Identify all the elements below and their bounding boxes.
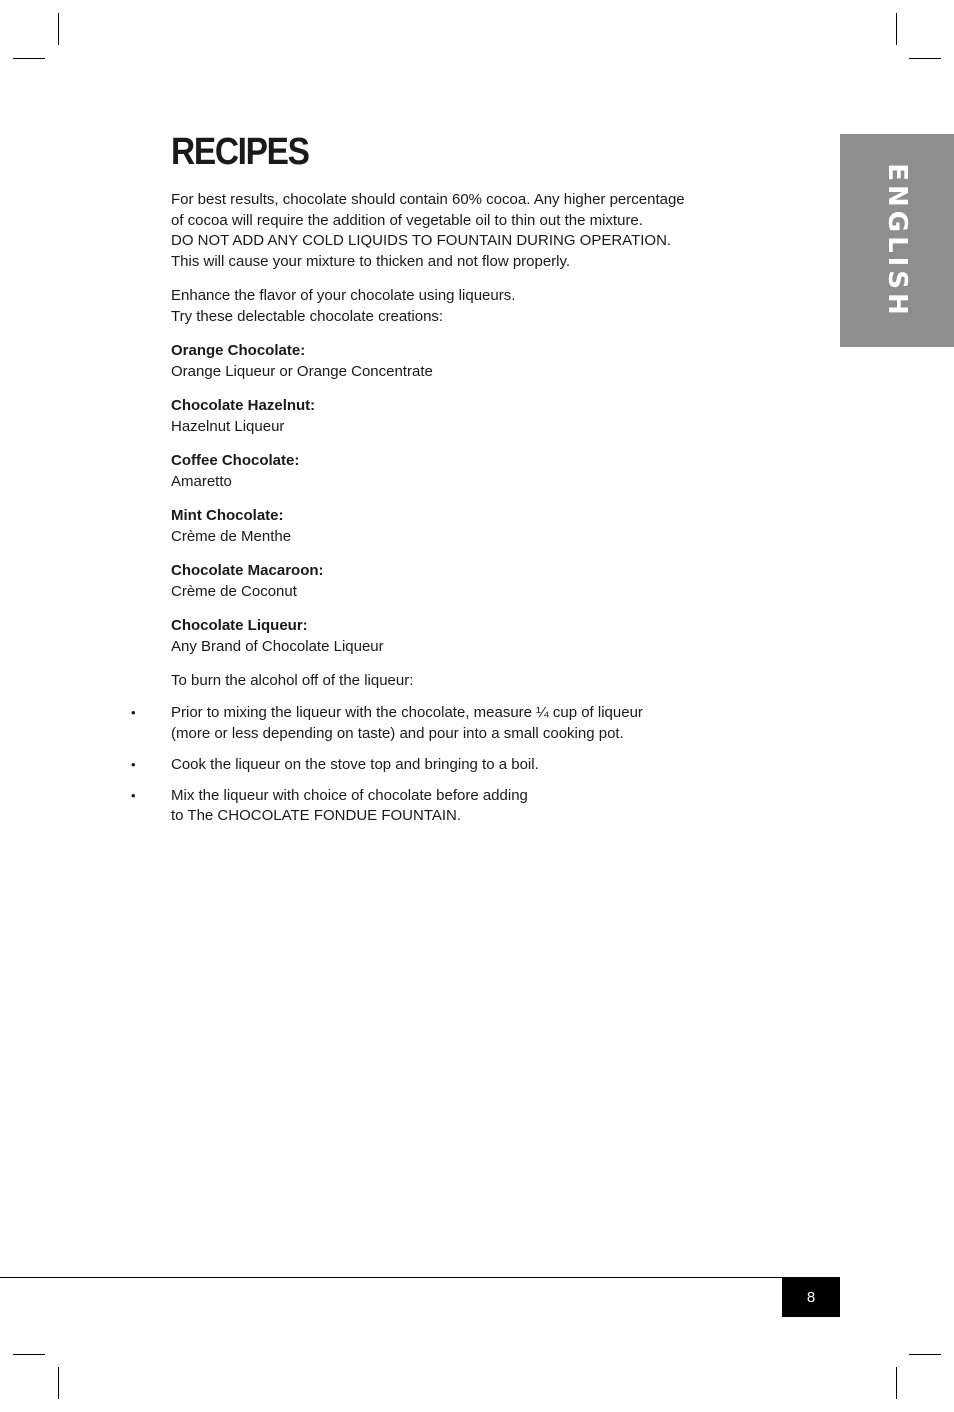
step-line: (more or less depending on taste) and pour into a small cooking pot.: [171, 724, 624, 742]
intro-line: DO NOT ADD ANY COLD LIQUIDS TO FOUNTAIN DURING OPERATION.: [171, 232, 672, 249]
recipe-liqueur: Any Brand of Chocolate Liqueur: [171, 637, 384, 655]
step-line: Prior to mixing the liqueur with the chocolate, measure ¼ cup of liqueur: [171, 704, 643, 721]
intro-line: This will cause your mixture to thicken and not flow properly.: [171, 252, 571, 270]
recipe-liqueur: Crème de Coconut: [171, 582, 297, 600]
enhance-line: Enhance the flavor of your chocolate using liqueurs.: [171, 287, 516, 304]
crop-mark: [909, 58, 941, 59]
intro-line: of cocoa will require the addition of vegetable oil to thin out the mixture.: [171, 211, 643, 229]
recipe-liqueur: Hazelnut Liqueur: [171, 417, 285, 435]
recipe-item: [171, 616, 731, 657]
step-item: [0, 786, 760, 827]
recipe-item: [171, 341, 731, 382]
intro-line: For best results, chocolate should contain 60% cocoa. Any higher percentage: [171, 191, 685, 208]
recipe-liqueur: Orange Liqueur or Orange Concentrate: [171, 362, 433, 380]
language-tab-label: ENGLISH: [882, 162, 912, 319]
step-line: to The CHOCOLATE FONDUE FOUNTAIN.: [171, 807, 462, 824]
crop-mark: [58, 1367, 59, 1399]
step-item: [0, 703, 760, 744]
recipe-name: Mint Chocolate:: [171, 507, 284, 524]
intro-paragraph: [171, 190, 731, 272]
steps-list: [0, 703, 760, 837]
crop-mark: [896, 1367, 897, 1399]
step-line: Cook the liqueur on the stove top and bringing to a boil.: [171, 755, 539, 773]
crop-mark: [896, 13, 897, 45]
recipe-name: Chocolate Liqueur:: [171, 617, 308, 634]
enhance-paragraph: [171, 286, 731, 327]
crop-mark: [58, 13, 59, 45]
crop-mark: [13, 1354, 45, 1355]
step-line: Mix the liqueur with choice of chocolate before adding: [171, 786, 528, 804]
burn-intro: To burn the alcohol off of the liqueur:: [171, 672, 414, 689]
page-content: [171, 128, 731, 706]
recipe-name: Coffee Chocolate:: [171, 452, 300, 469]
language-tab: [840, 134, 954, 347]
footer-divider: [0, 1277, 840, 1278]
bullet-icon: •: [131, 787, 136, 803]
enhance-line: Try these delectable chocolate creations:: [171, 307, 444, 325]
recipe-item: [171, 506, 731, 547]
page-title: RECIPES: [171, 131, 309, 173]
recipe-item: [171, 396, 731, 437]
crop-mark: [909, 1354, 941, 1355]
step-item: [0, 755, 760, 776]
recipe-liqueur: Crème de Menthe: [171, 527, 292, 545]
recipe-name: Orange Chocolate:: [171, 342, 306, 359]
recipe-name: Chocolate Hazelnut:: [171, 397, 316, 414]
recipe-item: [171, 561, 731, 602]
bullet-icon: •: [131, 705, 136, 720]
recipe-item: [171, 451, 731, 492]
recipe-liqueur: Amaretto: [171, 472, 232, 490]
bullet-icon: •: [131, 756, 136, 772]
crop-mark: [13, 58, 45, 59]
page-number: 8: [782, 1278, 840, 1317]
recipe-name: Chocolate Macaroon:: [171, 562, 324, 579]
